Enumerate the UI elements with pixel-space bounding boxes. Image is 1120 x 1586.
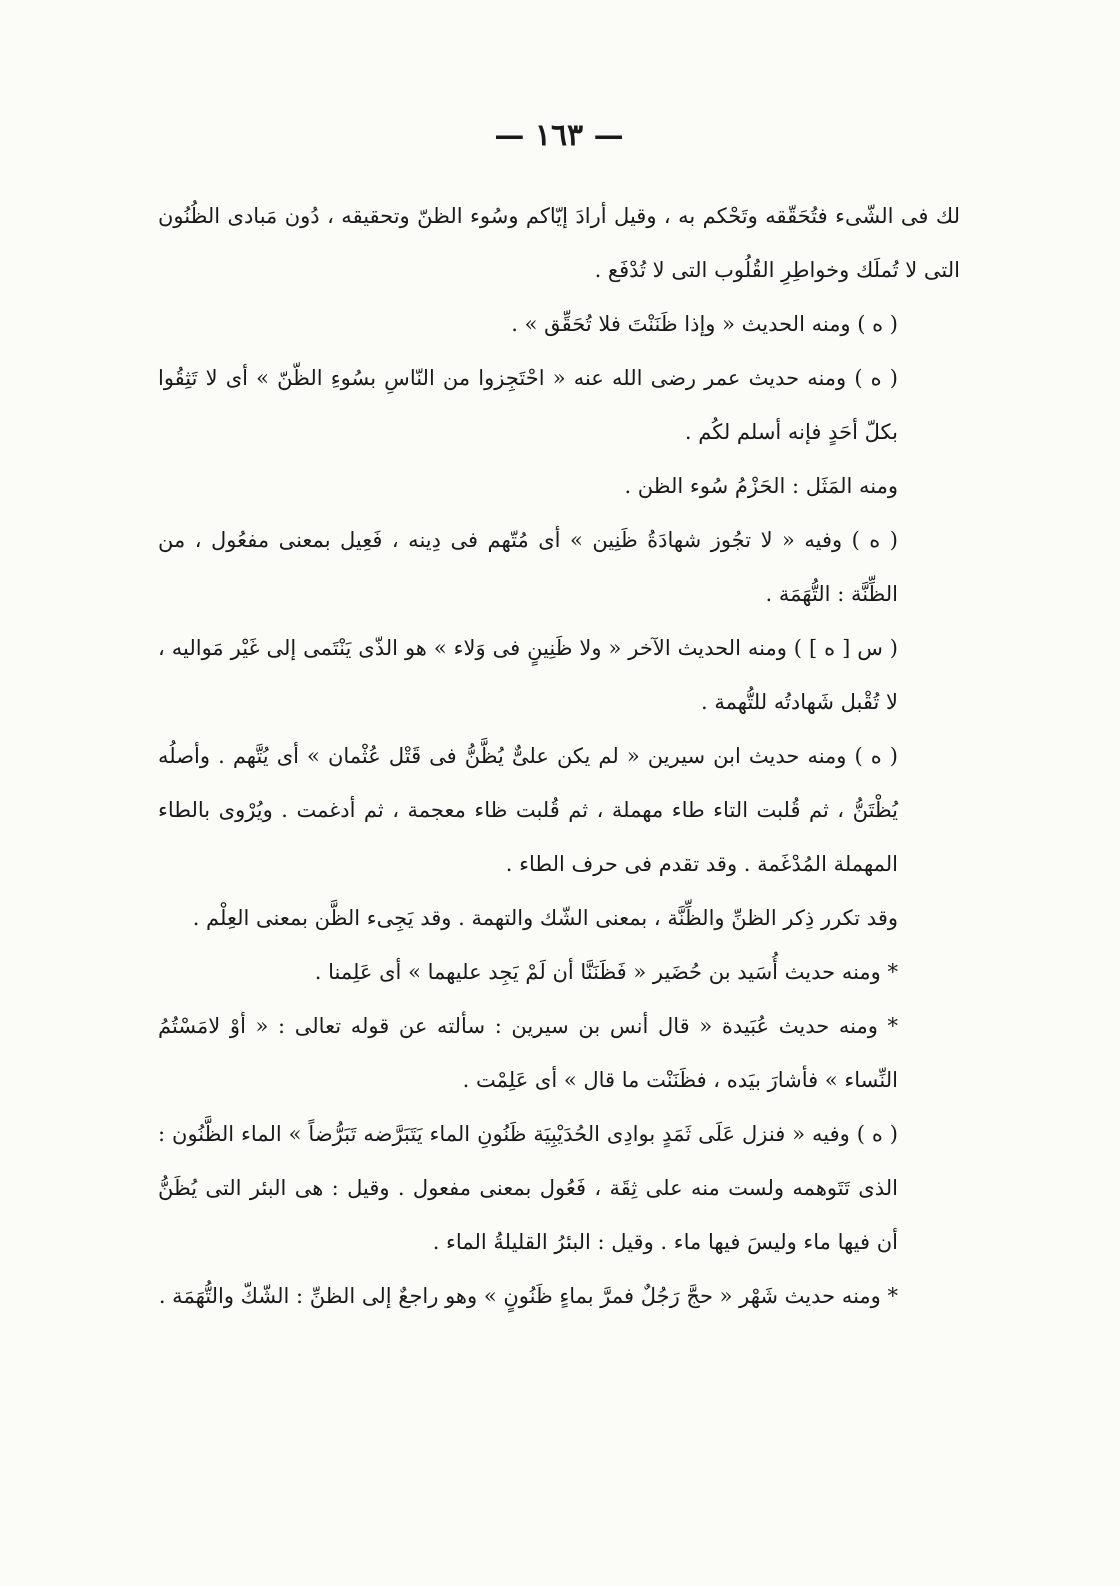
page-number: — ١٦٣ — <box>494 118 624 153</box>
page-body <box>158 189 960 1323</box>
paragraph: ( س [ ه ] ) ومنه الحديث الآخر « ولا ظَنِينٍ فى وَلاء » هو الذّى يَنْتَمى إلى غَيْر مَواليه ، لا تُقْبل شَهادتُه للتُّهمة . <box>158 636 898 714</box>
paragraph: ( ه ) ومنه حديث عمر رضى الله عنه « احْتَجِزوا من النّاسِ بسُوءِ الظّنّ » أى لا تَثِقُوا بكلّ أحَدٍ فإنه أسلم لكُم . <box>158 366 898 444</box>
paragraph: ( ه ) ومنه حديث ابن سيرين « لم يكن علىٌّ يُظَّنُّ فى قَتْل عُثْمان » أى يُتَّهم . وأصلُه يُظْتَنُّ ، ثم قُلبت التاء طاء مهملة ، ثم قُلبت ظاء معجمة ، ثم أدغمت . ويُرْوى بالطاء المهملة المُدْغَمة . وقد تقدم فى حرف الطاء . <box>158 744 898 876</box>
paragraph: لك فى الشّىء فتُحَقّقه وتَحْكم به ، وقيل أرادَ إيّاكم وسُوء الظنّ وتحقيقه ، دُون مَبادى الظُنُون التى لا تُملَك وخواطِرِ القُلُوب التى لا تُدْفَع . <box>158 204 960 282</box>
paragraph: * ومنه حديث شَهْر « حجَّ رَجُلٌ فمرَّ بماءٍ ظَنُونٍ » وهو راجعٌ إلى الظنِّ : الشّكّ والتُّهَمَة . <box>158 1284 898 1308</box>
paragraph: ومنه المَثَل : الحَزْمُ سُوء الظن . <box>624 474 898 498</box>
paragraph: وقد تكرر ذِكر الظنِّ والظِّنَّة ، بمعنى الشّك والتهمة . وقد يَجِىء الظَّن بمعنى العِلْم . <box>192 906 898 930</box>
paragraph: ( ه ) ومنه الحديث « وإذا ظَنَنْتَ فلا تُحَقِّق » . <box>511 312 898 336</box>
paragraph: * ومنه حديث عُبَيدة « قال أنس بن سيرين : سألته عن قوله تعالى : « أوْ لامَسْتُمُ النِّساء » فأشارَ بيَده ، فظَنَنْت ما قال » أى عَلِمْت . <box>158 1014 898 1092</box>
paragraph: * ومنه حديث أُسَيد بن حُضَير « فَظَنَنَّا أن لَمْ يَجِد عليهما » أى عَلِمنا . <box>314 960 898 984</box>
paragraph: ( ه ) وفيه « لا تجُوز شهادَةُ ظَنِين » أى مُتّهم فى دِينه ، فَعِيل بمعنى مفعُول ، من الظِّنَّة : التُّهَمَة . <box>158 528 898 606</box>
paragraph: ( ه ) وفيه « فنزل عَلَى ثَمَدٍ بوادِى الحُدَيْبِيَة ظَنُونِ الماء يَتَبَرَّضه تَبَرُّضاً » الماء الظَّنُون : الذى تَتَوهمه ولست منه على ثِقَة ، فَعُول بمعنى مفعول . وقيل : هى البئر التى يُظَنُّ أن فيها ماء وليسَ فيها ماء . وقيل : البئرُ القليلةُ الماء . <box>158 1122 898 1254</box>
